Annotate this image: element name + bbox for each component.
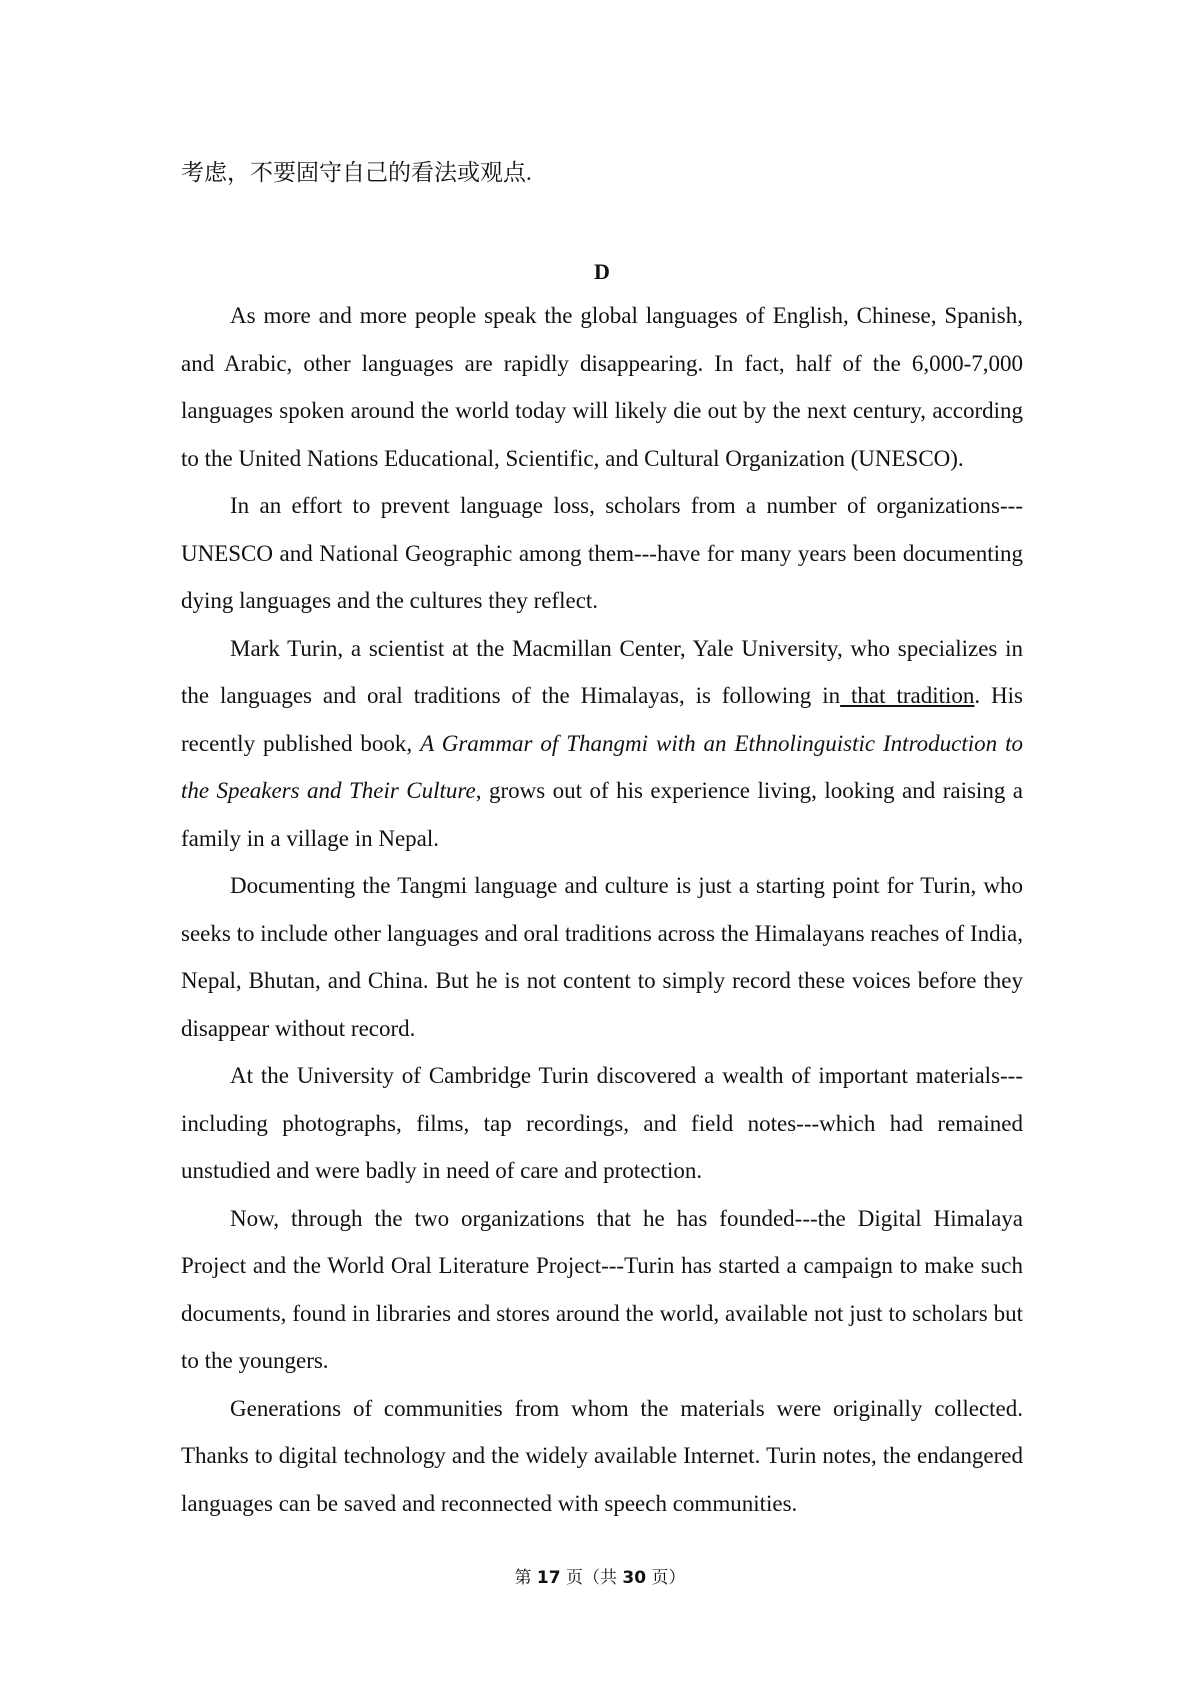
paragraph-2: In an effort to prevent language loss, scholars from a number of organizations---UNESCO and National Geographic among them---have for many years been documenting dying languages and the cultures they reflect. bbox=[181, 493, 1023, 613]
paragraph-1: As more and more people speak the global languages of English, Chinese, Spanish, and Arabic, other languages are rapidly disappearing. In fact, half of the 6,000-7,000 languages spoken around the world today will likely die out by the next century, according to the United Nations Educational, Scientific, and Cultural Organization (UNESCO). bbox=[181, 303, 1023, 471]
footer-prefix: 第 bbox=[514, 1568, 532, 1588]
book-title: A Grammar of Thangmi with an Ethnolinguistic Introduction to the Speakers and Their Culture bbox=[181, 730, 1023, 803]
paragraph-3 bbox=[181, 625, 1023, 863]
paragraph-4: Documenting the Tangmi language and culture is just a starting point for Turin, who seeks to include other languages and oral traditions across the Himalayans reaches of India, Nepal, Bhutan, and China. But he is not content to simply record these voices before they disappear without record. bbox=[181, 873, 1023, 1041]
paragraph-7: Generations of communities from whom the materials were originally collected. Thanks to digital technology and the widely available Internet. Turin notes, the endangered languages can be saved and reconnected with speech communities. bbox=[181, 1395, 1023, 1516]
paragraph-3-text-middle: . His recently published book, bbox=[181, 683, 1024, 756]
total-pages-number: 30 bbox=[622, 1568, 647, 1588]
paragraph-6: Now, through the two organizations that he has founded---the Digital Himalaya Project and the World Oral Literature Project---Turin has started a campaign to make such documents, found in libraries and stores around the world, available not just to scholars but to the youngers. bbox=[181, 1205, 1023, 1373]
footer-middle: 页（共 bbox=[566, 1568, 617, 1588]
page-footer bbox=[0, 1563, 1200, 1588]
document-page bbox=[181, 150, 1023, 1527]
current-page-number: 17 bbox=[536, 1568, 561, 1588]
paragraph-3-text-start: Mark Turin, a scientist at the Macmillan Center, Yale University, who specializes in the languages and oral traditions of the Himalayas, is following in bbox=[181, 635, 1023, 708]
underlined-phrase: that tradition bbox=[840, 683, 975, 708]
lead-line: 考虑，不要固守自己的看法或观点. bbox=[181, 160, 532, 185]
footer-suffix: 页） bbox=[651, 1568, 686, 1588]
section-label: D bbox=[594, 259, 610, 284]
paragraph-3-text-end: , grows out of his experience living, looking and raising a family in a village in Nepal. bbox=[181, 778, 1023, 851]
paragraph-5: At the University of Cambridge Turin discovered a wealth of important materials---including photographs, films, tap recordings, and field notes---which had remained unstudied and were badly in need of care and protection. bbox=[181, 1063, 1023, 1183]
